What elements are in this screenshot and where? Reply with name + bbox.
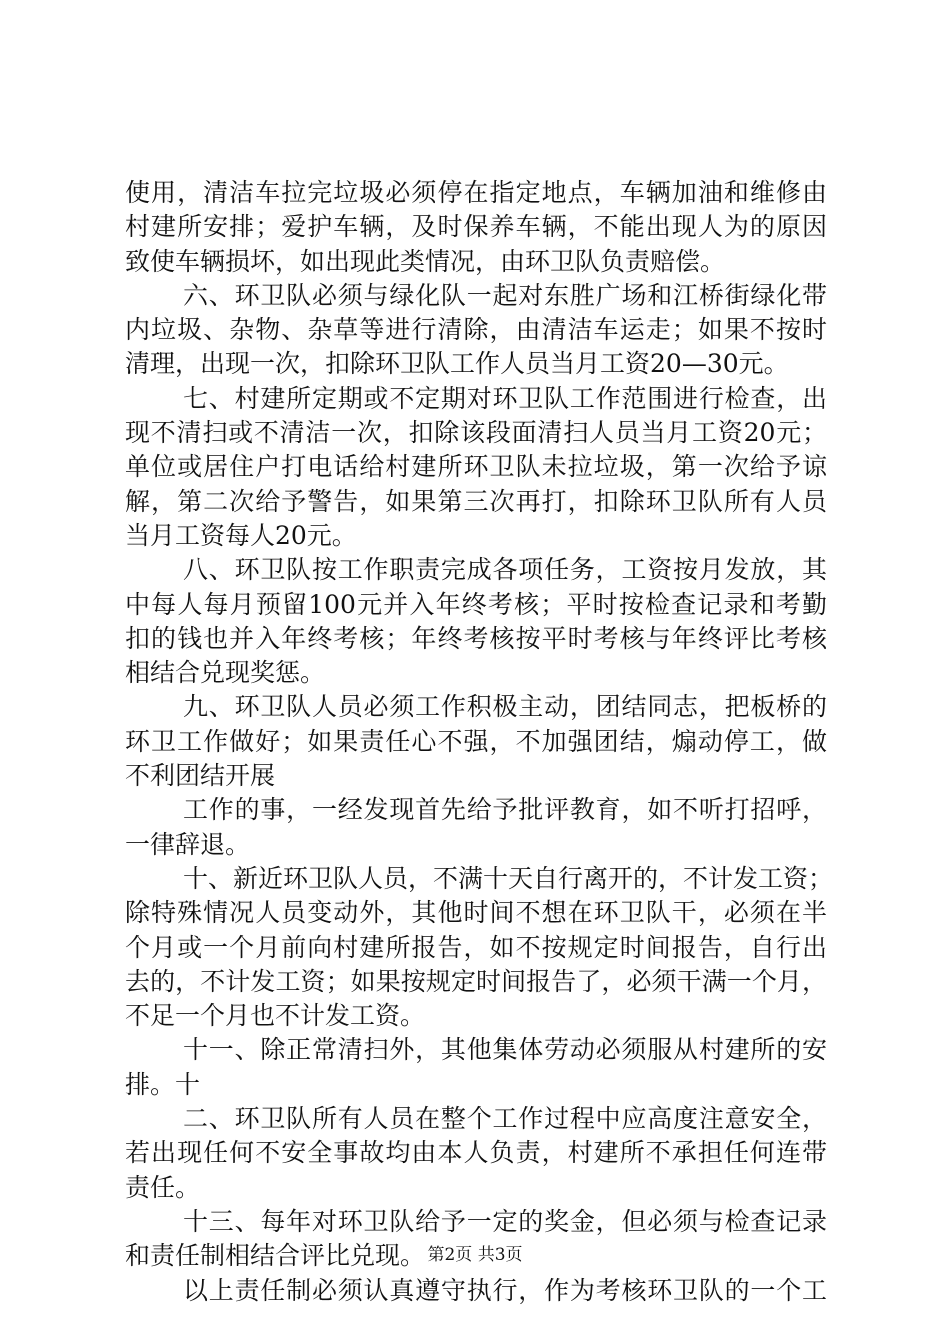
text-line: 十三、每年对环卫队给予一定的奖金，但必须与检查记录 xyxy=(183,1206,827,1236)
text-line: 不利团结开展 xyxy=(125,761,276,791)
text-line: 排。十 xyxy=(125,1069,201,1099)
text-line: 去的，不计发工资；如果按规定时间报告了，必须干满一个月， xyxy=(125,966,827,996)
text-line: 村建所安排；爱护车辆，及时保养车辆，不能出现人为的原因 xyxy=(125,212,827,242)
text-line: 个月或一个月前向村建所报告，如不按规定时间报告，自行出 xyxy=(125,932,827,962)
document-body xyxy=(125,176,834,1308)
text-line: 责任。 xyxy=(125,1172,201,1202)
text-line: 中每人每月预留100元并入年终考核；平时按检查记录和考勤 xyxy=(125,589,827,619)
text-line: 解，第二次给予警告，如果第三次再打，扣除环卫队所有人员 xyxy=(125,486,827,516)
text-line: 不足一个月也不计发工资。 xyxy=(125,1001,426,1031)
text-line: 十、新近环卫队人员，不满十天自行离开的，不计发工资； xyxy=(183,863,834,893)
text-line: 八、环卫队按工作职责完成各项任务，工资按月发放，其 xyxy=(183,555,827,585)
text-line: 使用，清洁车拉完垃圾必须停在指定地点，车辆加油和维修由 xyxy=(125,178,827,207)
text-line: 环卫工作做好；如果责任心不强，不加强团结，煽动停工，做 xyxy=(125,726,827,756)
text-line: 清理，出现一次，扣除环卫队工作人员当月工资20—30元。 xyxy=(125,349,789,379)
text-line: 扣的钱也并入年终考核；年终考核按平时考核与年终评比考核 xyxy=(125,623,827,653)
text-line: 九、环卫队人员必须工作积极主动，团结同志，把板桥的 xyxy=(183,692,827,722)
text-line: 当月工资每人20元。 xyxy=(125,520,357,550)
text-line: 七、村建所定期或不定期对环卫队工作范围进行检查，出 xyxy=(183,383,827,413)
text-line: 以上责任制必须认真遵守执行，作为考核环卫队的一个工 xyxy=(183,1275,827,1305)
text-line: 一律辞退。 xyxy=(125,829,251,859)
text-line: 和责任制相结合评比兑现。 xyxy=(125,1241,426,1271)
page-footer: 第2页 共3页 xyxy=(427,1245,523,1265)
text-line: 相结合兑现奖惩。 xyxy=(125,658,326,688)
text-line: 二、环卫队所有人员在整个工作过程中应高度注意安全， xyxy=(183,1104,827,1134)
text-line: 工作的事，一经发现首先给予批评教育，如不听打招呼， xyxy=(183,795,827,825)
text-line: 若出现任何不安全事故均由本人负责，村建所不承担任何连带 xyxy=(125,1138,827,1168)
text-line: 六、环卫队必须与绿化队一起对东胜广场和江桥街绿化带 xyxy=(183,280,827,310)
text-line: 内垃圾、杂物、杂草等进行清除，由清洁车运走；如果不按时 xyxy=(125,315,827,345)
text-line: 十一、除正常清扫外，其他集体劳动必须服从村建所的安 xyxy=(183,1035,827,1065)
text-line: 单位或居住户打电话给村建所环卫队未拉垃圾，第一次给予谅 xyxy=(125,452,827,482)
text-line: 除特殊情况人员变动外，其他时间不想在环卫队干，必须在半 xyxy=(125,898,827,928)
text-line: 致使车辆损坏，如出现此类情况，由环卫队负责赔偿。 xyxy=(125,246,726,276)
text-line: 现不清扫或不清洁一次，扣除该段面清扫人员当月工资20元； xyxy=(125,418,827,448)
